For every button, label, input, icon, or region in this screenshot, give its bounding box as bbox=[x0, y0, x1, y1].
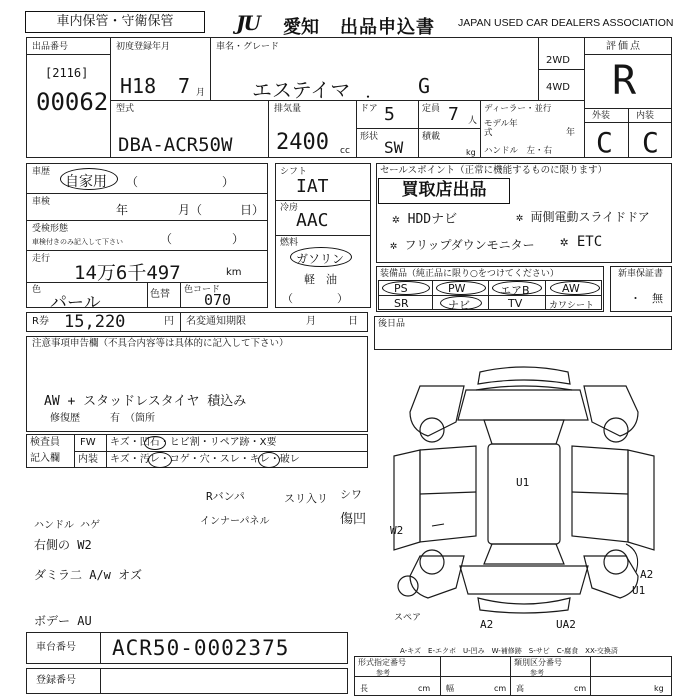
displacement-unit: cc bbox=[340, 146, 350, 156]
registration-label: 初度登録年月 bbox=[116, 42, 171, 52]
capacity-label: 定員 bbox=[422, 104, 441, 114]
fuel-diesel: 軽 油 bbox=[304, 273, 337, 286]
repair-history-value: 有 （箇所 bbox=[110, 413, 155, 424]
load-label: 積載 bbox=[422, 132, 441, 142]
shift-label: シフト bbox=[280, 167, 308, 177]
shape-value: SW bbox=[384, 138, 404, 157]
warranty-label: 新車保証書 bbox=[618, 269, 664, 279]
car-name-value: エステイマ bbox=[252, 78, 351, 102]
inspection-day: 日） bbox=[240, 203, 265, 217]
capacity-unit: 人 bbox=[468, 116, 478, 126]
fuel-gasoline: ガソリン bbox=[296, 252, 345, 266]
equipment-navi: ナビ bbox=[448, 299, 470, 312]
warranty-value: ・ 無 bbox=[630, 292, 663, 305]
color-code-label: 色コード bbox=[184, 285, 221, 295]
length-label: 長 bbox=[360, 684, 368, 693]
chassis-label: 車台番号 bbox=[36, 642, 76, 653]
equipment-tv: TV bbox=[508, 297, 523, 310]
displacement-value: 2400 bbox=[276, 130, 329, 155]
note-dent: 傷凹 bbox=[340, 512, 367, 527]
page-title: 出品申込書 bbox=[340, 17, 435, 38]
mileage-unit: km bbox=[226, 267, 242, 278]
chassis-number: ACR50-0002375 bbox=[112, 636, 290, 660]
shift-value: IAT bbox=[296, 176, 329, 197]
note-rear-bumper: Rバンパ bbox=[206, 490, 245, 503]
lot-number-label: 出品番号 bbox=[32, 42, 69, 52]
fw-items: キズ・凹石・ヒビ割・リペア跡・X要 bbox=[110, 437, 277, 448]
length-unit: cm bbox=[418, 684, 431, 693]
category-label: 類別区分番号 bbox=[514, 658, 562, 667]
inspection-label: 車検 bbox=[32, 197, 51, 207]
capacity-value: 7 bbox=[448, 104, 459, 125]
load-unit: kg bbox=[466, 148, 476, 157]
fuel-paren: （ ） bbox=[282, 292, 348, 305]
recycle-label: R券 bbox=[32, 316, 49, 327]
designated-ref: 参考 bbox=[376, 669, 390, 677]
car-grade-value: G bbox=[418, 74, 431, 98]
displacement-label: 排気量 bbox=[274, 104, 302, 114]
sales-point-2: ✲ 両側電動スライドドア bbox=[516, 210, 650, 224]
sales-points-label: セールスポイント（正常に機能するものに限ります） bbox=[380, 165, 608, 176]
interior-check-label: 内装 bbox=[78, 454, 98, 465]
exterior-value: C bbox=[596, 126, 613, 159]
notes-label: 注意事項申告欄（不具合内容等は具体的に記入して下さい） bbox=[32, 338, 289, 349]
drive-2wd: 2WD bbox=[546, 55, 570, 66]
width-unit: cm bbox=[494, 684, 507, 693]
color-change-label: 色替 bbox=[150, 289, 170, 300]
fw-label: FW bbox=[80, 437, 96, 448]
interior-label: 内装 bbox=[636, 111, 655, 121]
lot-sub-number: [2116] bbox=[45, 66, 89, 80]
mark-rear-ua2: UA2 bbox=[556, 618, 576, 631]
ju-logo: JU bbox=[236, 11, 259, 35]
evaluation-score: R bbox=[612, 58, 637, 104]
handle-label: ハンドル 左・右 bbox=[484, 146, 553, 156]
name-change-day: 日 bbox=[348, 316, 358, 327]
ac-value: AAC bbox=[296, 210, 329, 231]
category-ref: 参考 bbox=[530, 669, 544, 677]
exterior-label: 外装 bbox=[592, 111, 611, 121]
note-handle: ハンドル ハゲ bbox=[34, 520, 101, 531]
weight-unit: kg bbox=[654, 684, 664, 693]
mark-rear-a2: A2 bbox=[480, 618, 494, 631]
reception-paren: （ ） bbox=[160, 232, 245, 246]
evaluation-label: 評価点 bbox=[606, 41, 642, 52]
equipment-pw: PW bbox=[448, 282, 466, 295]
mileage-value: 14万6千497 bbox=[74, 262, 181, 284]
model-year-label: モデル年式 bbox=[484, 119, 518, 138]
buyback-badge: 買取店出品 bbox=[378, 178, 510, 204]
car-name-label: 車名・グレード bbox=[216, 42, 280, 52]
registration-month: 7 bbox=[178, 74, 191, 98]
repair-history-label: 修復歴 bbox=[50, 413, 80, 424]
width-label: 幅 bbox=[446, 684, 454, 693]
spare-label: スペア bbox=[394, 613, 422, 623]
doors-value: 5 bbox=[384, 104, 395, 125]
note-damage: ダミラ二 A/w オズ bbox=[34, 568, 143, 582]
note-right-side: 右側の W2 bbox=[34, 538, 92, 552]
notes-line1: AW + スタッドレスタイヤ 積込み bbox=[44, 394, 247, 409]
registration-month-unit: 月 bbox=[196, 88, 206, 98]
dealer-label: ディーラー・並行 bbox=[484, 104, 552, 114]
shape-label: 形状 bbox=[360, 132, 379, 142]
mark-roof: U1 bbox=[516, 476, 530, 489]
doors-label: ドア bbox=[360, 104, 378, 114]
fuel-label: 燃料 bbox=[280, 238, 299, 248]
height-unit: cm bbox=[574, 684, 587, 693]
model-year-unit: 年 bbox=[566, 128, 576, 138]
history-paren: （ ） bbox=[126, 175, 235, 189]
note-wrinkle: シワ bbox=[340, 488, 362, 501]
car-damage-diagram bbox=[380, 366, 672, 642]
drive-4wd: 4WD bbox=[546, 82, 570, 93]
mileage-label: 走行 bbox=[32, 254, 51, 264]
history-value: 自家用 bbox=[65, 174, 107, 190]
name-change-month: 月 bbox=[306, 316, 316, 327]
sales-point-3: ✲ フリップダウンモニター bbox=[390, 238, 535, 252]
recycle-unit: 円 bbox=[164, 316, 174, 327]
equipment-label: 装備品（純正品に限り○をつけてください） bbox=[380, 269, 559, 279]
reception-note: 車検付きのみ記入して下さい bbox=[32, 238, 123, 246]
plate-label: 登録番号 bbox=[36, 675, 76, 686]
equipment-ps: PS bbox=[394, 282, 408, 295]
note-boss: ボデー AU bbox=[34, 614, 92, 628]
inspector-label: 検査員 bbox=[30, 437, 60, 448]
sales-point-1: ✲ HDDナビ bbox=[392, 212, 458, 227]
equipment-sr: SR bbox=[394, 297, 409, 310]
name-change-label: 名変通知期限 bbox=[186, 316, 246, 327]
model-label: 型式 bbox=[116, 104, 135, 114]
mark-left-side: W2 bbox=[390, 524, 404, 537]
interior-check-items: キズ・汚レ・コゲ・穴・スレ・キレ・破レ bbox=[110, 454, 300, 465]
logo-name: 愛知 bbox=[283, 17, 319, 38]
storage-badge: 車内保管・守衛保管 bbox=[25, 11, 205, 33]
color-label: 色 bbox=[32, 285, 42, 295]
note-bumper-dent: スリ入リ bbox=[284, 492, 328, 505]
color-value: パール bbox=[50, 293, 101, 313]
sales-point-4: ✲ ETC bbox=[560, 234, 603, 250]
lot-number: 00062 bbox=[36, 88, 109, 116]
equipment-aw: AW bbox=[562, 282, 580, 295]
reception-label: 受検形態 bbox=[32, 224, 69, 234]
recycle-value: 15,220 bbox=[64, 312, 126, 332]
inspector-entry-label: 記入欄 bbox=[30, 453, 60, 464]
inspection-month: 月（ bbox=[178, 203, 203, 217]
model-value: DBA-ACR50W bbox=[118, 134, 233, 156]
color-code-value: 070 bbox=[204, 291, 232, 309]
association-name: JAPAN USED CAR DEALERS ASSOCIATION bbox=[458, 17, 674, 29]
registration-year: H18 bbox=[120, 74, 157, 98]
history-label: 車歴 bbox=[32, 167, 51, 177]
ac-label: 冷房 bbox=[280, 203, 299, 213]
mark-right-rear-a2: A2 bbox=[640, 568, 654, 581]
interior-value: C bbox=[642, 126, 659, 159]
equipment-leather-seat: カワシート bbox=[549, 301, 595, 311]
inspection-year: 年 bbox=[116, 203, 129, 217]
mark-right-rear-u1: U1 bbox=[632, 584, 646, 597]
designated-label: 形式指定番号 bbox=[358, 658, 406, 667]
note-instrument: インナーパネル bbox=[200, 516, 270, 527]
post-inspection-label: 後日品 bbox=[378, 319, 406, 329]
height-label: 高 bbox=[516, 684, 524, 693]
equipment-airbag: エアB bbox=[500, 284, 530, 297]
damage-legend: A-キズ E-エクボ U-凹み W-補修跡 S-サビ C-腐食 XX-交換済 bbox=[400, 647, 618, 655]
